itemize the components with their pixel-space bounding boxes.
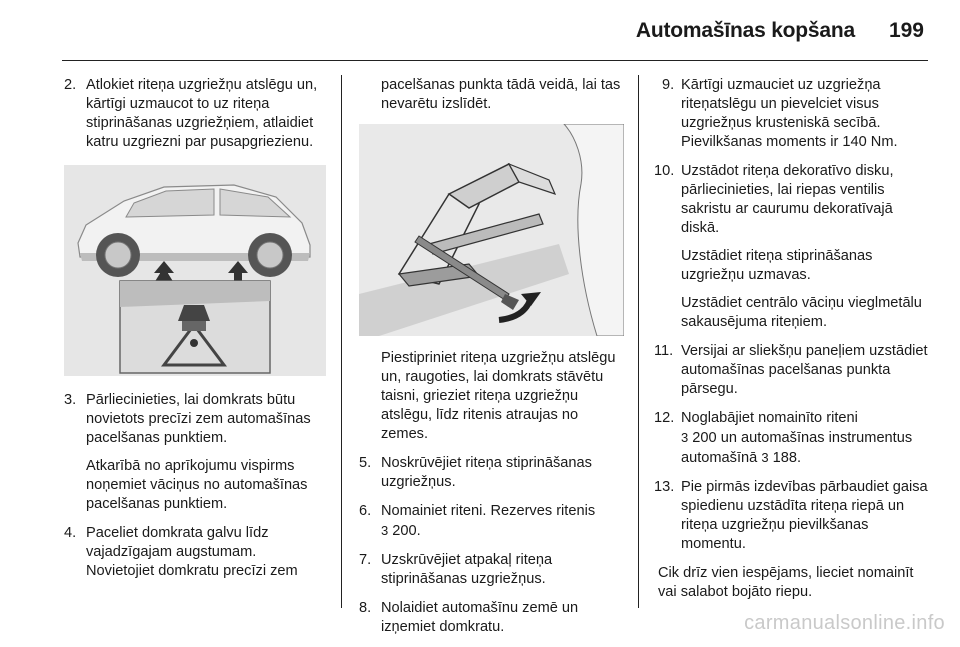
step-number: 3. [64,392,77,408]
step-number: 11. [654,343,674,359]
step-subparagraph: Uzstādiet centrālo vāciņu vieglmetālu sakausējuma riteņiem. [681,295,922,330]
step-number: 9. [662,77,675,93]
step-number: 2. [64,77,77,93]
watermark: carmanualsonline.info [744,612,945,634]
step-text: Paceliet domkrata galvu līdz vajadzīgajam augstumam. Novietojiet domkratu precīzi zem [86,525,298,579]
step-number: 7. [359,552,372,568]
header-rule [62,60,928,61]
step-2 [64,76,326,152]
column-divider-right [638,75,639,608]
step-5 [359,454,624,492]
step-text: Uzstādot riteņa dekoratīvo disku, pārliecinieties, lai riepas ventilis sakristu ar caurumu dekoratīvajā diskā. [681,163,894,236]
step-number: 12. [654,410,675,426]
car-jack-point-illustration [64,165,326,376]
step-text: Noskrūvējiet riteņa stiprināšanas uzgriežņus. [381,455,592,490]
step-number: 5. [359,455,372,471]
column-1 [64,76,326,591]
page-reference-icon: 3 [681,430,689,445]
step-13 [654,478,928,554]
step-11 [654,342,928,399]
step-text: Kārtīgi uzmauciet uz uzgriežņa riteņatslēgu un pievelciet visus uzgriežņus krusteniskā secībā. Pievilkšanas moments ir 140 Nm. [681,77,898,150]
step-12 [654,409,928,468]
step-number: 4. [64,525,77,541]
page-reference-icon: 3 [381,523,389,538]
page-reference-link[interactable]: 200. [392,523,421,539]
step-number: 8. [359,600,372,616]
step-number: 10. [654,163,675,179]
step-text: Pārliecinieties, lai domkrats būtu novietots precīzi zem automašīnas pacelšanas punktiem. [86,392,311,446]
step-10 [654,162,928,332]
step-6 [359,502,624,541]
step-text: Noglabājiet nomainīto riteni [681,410,858,426]
step-8 [359,599,624,637]
page-number: 199 [888,19,924,42]
step-number: 13. [654,479,675,495]
step-9 [654,76,928,152]
figure-caption: Piestipriniet riteņa uzgriežņu atslēgu un, raugoties, lai domkrats stāvētu taisni, grieziet riteņa uzgriežņu atslēgu, līdz ritenis atraujas no zemes. [381,350,616,442]
jack-crank-illustration [359,124,624,336]
column-2 [359,76,624,647]
column-3 [654,76,928,612]
step-number: 6. [359,503,372,519]
page-reference-link[interactable]: 188. [772,450,802,466]
page-reference-link[interactable]: 200 un automašīnas instrumentus automašīnā [681,430,913,466]
page-header-title: Automašīnas kopšana [635,19,855,42]
column-divider-left [341,75,342,608]
step-7 [359,551,624,589]
step-text: Versijai ar sliekšņu paneļiem uzstādiet automašīnas pacelšanas punkta pārsegu. [681,343,928,397]
step-text: Uzskrūvējiet atpakaļ riteņa stiprināšanas uzgriežņus. [381,552,553,587]
closing-note: Cik drīz vien iespējams, lieciet nomainīt vai salabot bojāto riepu. [658,565,914,600]
step-4-continuation: pacelšanas punkta tādā veidā, lai tas nevarētu izslīdēt. [381,77,621,112]
step-text: Nomainiet riteni. Rezerves ritenis [381,503,596,519]
step-text: Nolaidiet automašīnu zemē un izņemiet domkratu. [381,600,579,635]
step-4 [64,524,326,581]
step-text: Atlokiet riteņa uzgriežņu atslēgu un, kārtīgi uzmaucot to uz riteņa stiprināšanas uzgriežņiem, atlaidiet katru uzgriezni par pusapgriezienu. [86,77,318,150]
step-text: Pie pirmās izdevības pārbaudiet gaisa spiedienu uzstādīta riteņa riepā un riteņa uzgriežņu pievilkšanas momentu. [681,479,928,552]
step-subparagraph: Atkarībā no aprīkojumu vispirms noņemiet vāciņus no automašīnas pacelšanas punktiem. [86,458,308,512]
step-3 [64,391,326,514]
step-subparagraph: Uzstādiet riteņa stiprināšanas uzgriežņu uzmavas. [681,248,873,283]
page-reference-icon: 3 [761,450,769,465]
